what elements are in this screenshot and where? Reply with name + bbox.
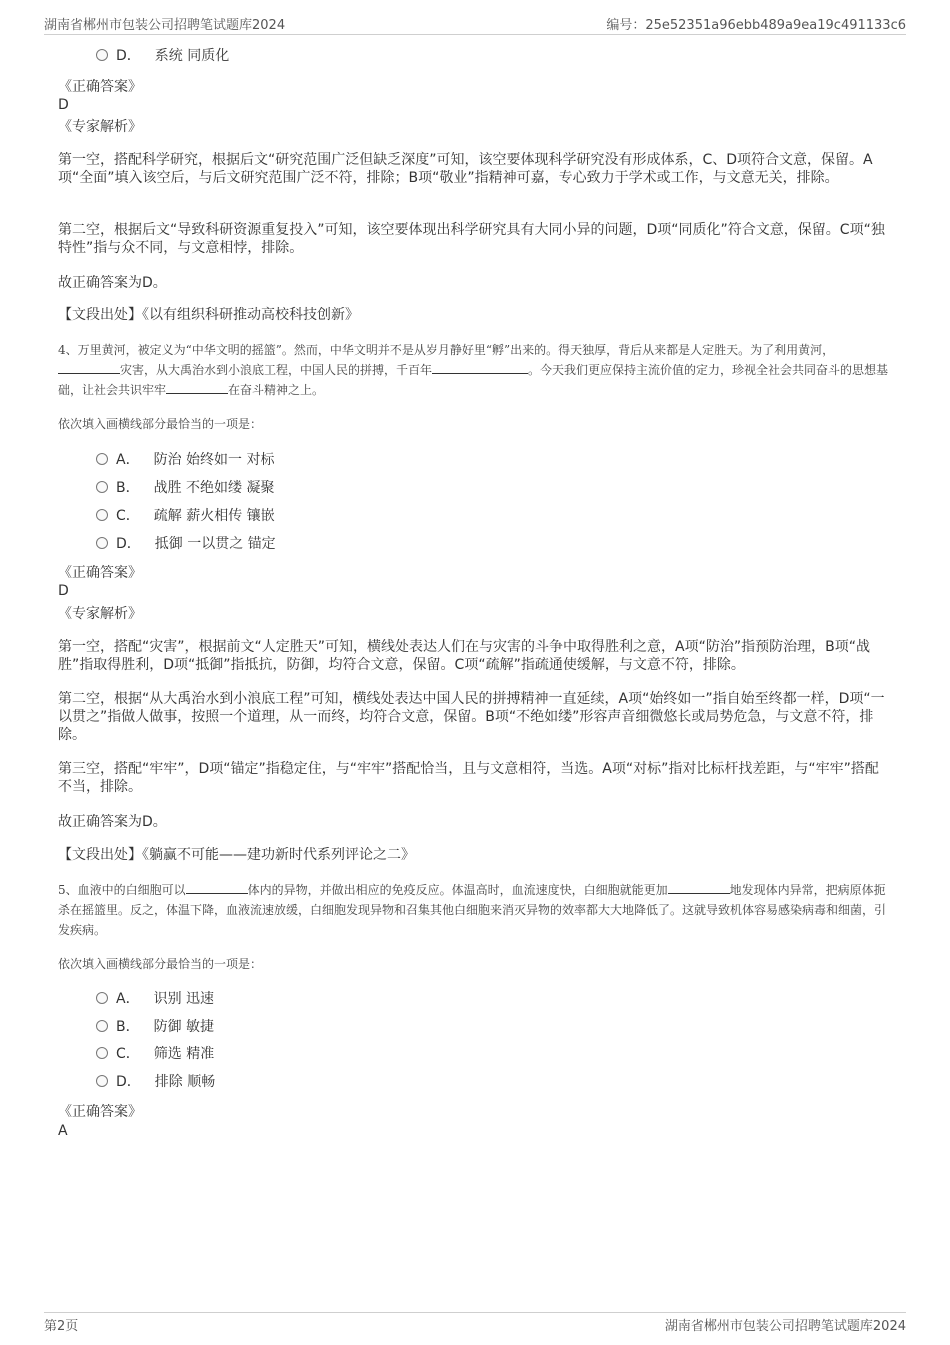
q4-analysis-1: 第一空，搭配“灾害”，根据前文“人定胜天”可知，横线处表达人们在与灾害的斗争中取得胜利之意，A项“防治”指预防治理，B项“战胜”指取得胜利，D项“抵御”指抵抗，防御，均符合文意，保留。C项“疏解”指疏通使缓解，与文意不符，排除。 [58, 639, 870, 673]
q4-prompt: 依次填入画横线部分最恰当的一项是： [58, 417, 263, 431]
q4-option-b[interactable]: B． 战胜 不绝如缕 凝聚 [96, 478, 275, 498]
radio-icon[interactable] [96, 1047, 108, 1059]
blank-2 [432, 361, 528, 374]
radio-icon[interactable] [96, 1020, 108, 1032]
q5-option-a[interactable]: A． 识别 迅速 [96, 989, 214, 1009]
blank-1 [58, 361, 120, 374]
q4-source: 【文段出处】《躺赢不可能——建功新时代系列评论之二》 [58, 847, 415, 863]
q4-stem: 4、万里黄河，被定义为“中华文明的摇篮”。然而，中华文明并不是从岁月静好里“孵”出来的。得天独厚，背后从来都是人定胜天。为了利用黄河，灾害，从大禹治水到小浪底工程，中国人民的拼搏，千百年 。今天我们更应保持主流价值的定力，珍视全社会共同奋斗的思想基础，让社会共识牢牢 在奋斗精神之上。 [58, 343, 889, 397]
q3-analysis-3: 故正确答案为D。 [58, 275, 167, 291]
blank-3 [166, 381, 228, 394]
q5-option-c[interactable]: C． 筛选 精准 [96, 1044, 214, 1064]
q3-analysis-1: 第一空，搭配科学研究，根据后文“研究范围广泛但缺乏深度”可知，该空要体现科学研究没有形成体系，C、D项符合文意，保留。A项“全面”填入该空后，与后文研究范围广泛不符，排除；B项“敬业”指精神可嘉，专心致力于学术或工作，与文意无关，排除。 [58, 152, 873, 186]
radio-icon[interactable] [96, 453, 108, 465]
q3-option-d[interactable]: D． 系统 同质化 [96, 46, 229, 66]
q3-analysis-2: 第二空，根据后文“导致科研资源重复投入”可知，该空要体现出科学研究具有大同小异的问题，D项“同质化”符合文意，保留。C项“独特性”指与众不同，与文意相悖，排除。 [58, 222, 885, 256]
q3-analysis-label: 《专家解析》 [58, 119, 142, 135]
q4-analysis-2: 第二空，根据“从大禹治水到小浪底工程”可知，横线处表达中国人民的拼搏精神一直延续，A项“始终如一”指自始至终都一样，D项“一以贯之”指做人做事，按照一个道理，从一而终，均符合文意，保留。B项“不绝如缕”形容声音细微悠长或局势危急，与文意不符，排除。 [58, 691, 885, 743]
footer-title: 湖南省郴州市包装公司招聘笔试题库2024 [664, 1319, 906, 1334]
radio-icon[interactable] [96, 509, 108, 521]
radio-icon[interactable] [96, 992, 108, 1004]
q4-analysis-label: 《专家解析》 [58, 606, 142, 622]
q4-analysis-3: 第三空，搭配“牢牢”，D项“锚定”指稳定住，与“牢牢”搭配恰当，且与文意相符，当选。A项“对标”指对比标杆找差距，与“牢牢”搭配不当，排除。 [58, 761, 879, 795]
q4-answer: D [58, 583, 69, 599]
q5-answer: A [58, 1123, 68, 1139]
radio-icon[interactable] [96, 1075, 108, 1087]
q3-answer-label: 《正确答案》 [58, 79, 142, 95]
q5-stem: 5、血液中的白细胞可以 体内的异物，并做出相应的免疫反应。体温高时，血流速度快，白细胞就能更加 地发现体内异常，把病原体扼杀在摇篮里。反之，体温下降，血液流速放缓，白细胞发现异物和召集其他白细胞来消灭异物的效率都大大地降低了。这就导致机体容易感染病毒和细菌，引发疾病。 [58, 883, 887, 937]
radio-icon[interactable] [96, 537, 108, 549]
q4-answer-label: 《正确答案》 [58, 565, 142, 581]
q3-source: 【文段出处】《以有组织科研推动高校科技创新》 [58, 307, 359, 323]
q5-prompt: 依次填入画横线部分最恰当的一项是： [58, 957, 263, 971]
blank-1 [186, 881, 248, 894]
q5-option-d[interactable]: D． 排除 顺畅 [96, 1072, 215, 1092]
page-number: 第2页 [44, 1319, 79, 1334]
page-header [44, 14, 906, 35]
q4-option-a[interactable]: A． 防治 始终如一 对标 [96, 450, 274, 470]
page-footer [44, 1312, 906, 1337]
header-title: 湖南省郴州市包装公司招聘笔试题库2024 [44, 18, 286, 33]
q5-answer-label: 《正确答案》 [58, 1104, 142, 1120]
header-serial: 编号：25e52351a96ebb489a9ea19c491133c6 [606, 18, 906, 33]
radio-icon[interactable] [96, 481, 108, 493]
q4-analysis-4: 故正确答案为D。 [58, 814, 167, 830]
q3-answer: D [58, 97, 69, 113]
q4-option-d[interactable]: D． 抵御 一以贯之 锚定 [96, 534, 276, 554]
blank-2 [668, 881, 730, 894]
q4-option-c[interactable]: C． 疏解 薪火相传 镶嵌 [96, 506, 275, 526]
radio-icon[interactable] [96, 49, 108, 61]
q5-option-b[interactable]: B． 防御 敏捷 [96, 1017, 214, 1037]
